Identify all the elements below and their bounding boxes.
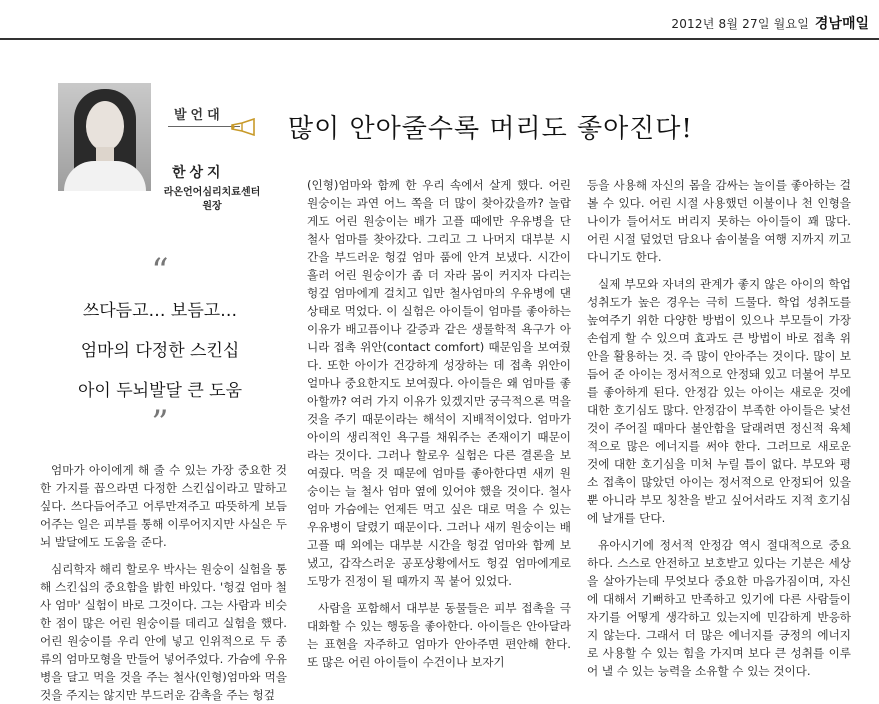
affiliation-title: 원장 xyxy=(202,201,222,212)
author-photo xyxy=(58,83,151,191)
body-column-1 xyxy=(40,461,287,704)
column-tag: 발언대 xyxy=(174,108,224,123)
newspaper-name: 경남매일 xyxy=(814,16,869,32)
pull-quote-line-1: 쓰다듬고… 보듬고… xyxy=(82,301,238,321)
masthead-rule xyxy=(0,38,879,40)
body-paragraph: (인형)엄마와 함께 한 우리 속에서 살게 했다. 어린 원숭이는 과연 어느 쪽을 더 많이 찾아갔을까? 놀랍게도 어린 원숭이는 배가 고플 때에만 우유병을 단 철사 엄마를 찾아갔다. 그리고 그 나머지 대부분 시간을 부드러운 헝겊 엄마 품에 안겨 보냈다. 시간이 흘러 어린 원숭이가 좀 더 자라 몸이 커지자 다리는 헝겊 엄마에게 걸치고 입만 철사엄마의 우유병에 댄 상태로 먹었다. 이 실험은 아이들이 엄마를 좋아하는 이유가 배고픔이나 갈증과 같은 생물학적 욕구가 아니라 접촉 위안(contact comfort) 때문임을 보여줬다. 또한 아이가 건강하게 성장하는 데 접촉 위안이 얼마나 중요한지도 보여줬다. 아이들은 왜 엄마를 좋아할까? 여러 가지 이유가 있겠지만 궁극적으론 먹을 것을 주기 때문이라는 해석이 지배적이었다. 엄마가 아이의 생리적인 욕구를 채워주는 존재이기 때문이라는 것이다. 그러나 할로우 실험은 다른 결론을 보여줬다. 먹을 것 때문에 엄마를 좋아한다면 새끼 원숭이는 늘 철사 엄마 옆에 있어야 했을 것이다. 철사 엄마 가슴에는 언제든 먹고 싶은 대로 먹을 수 있는 우유병이 달렸기 때문이다. 그러나 새끼 원숭이는 배고플 때 외에는 대부분 시간을 헝겊 엄마와 함께 보냈고, 갑작스러운 공포상황에서도 헝겊 엄마에게로 도망가 진정이 될 때까지 꼭 붙어 있었다. xyxy=(307,178,571,588)
body-paragraph: 실제 부모와 자녀의 관계가 좋지 않은 아이의 학업 성취도가 높은 경우는 극히 드물다. 학업 성취도를 높여주기 위한 다양한 방법이 있으나 부모들이 가장 손쉽게 할 수 있으며 효과도 큰 방법이 바로 접촉 위안을 활용하는 것. 즉 많이 안아주는 것이다. 많이 보듬어 준 아이는 정서적으로 안정돼 있고 더불어 부모를 좋아하게 된다. 안정감 있는 아이는 새로운 것에 대한 호기심도 많다. 안정감이 부족한 아이들은 낯선 것이 주어질 때마다 불안함을 달래려면 정신적 육체적으로 많은 에너지를 써야 한다. 그러므로 새로운 것에 대한 호기심을 미처 누릴 틈이 없다. 부모와 평소 접촉이 많았던 아이는 정서적으로 안정되어 있을 뿐 아니라 부모 칭찬을 받고 싶어서라도 지적 호기심에 날개를 단다. xyxy=(587,277,851,525)
body-column-2 xyxy=(307,176,571,671)
body-column-3 xyxy=(587,176,851,680)
issue-date: 2012년 8월 27일 월요일 xyxy=(671,17,809,31)
pull-quote-line-3: 아이 두뇌발달 큰 도움 xyxy=(77,381,242,401)
body-paragraph: 등을 사용해 자신의 몸을 감싸는 놀이를 좋아하는 걸 볼 수 있다. 어린 시절 사용했던 이불이나 천 인형을 나이가 들어서도 버리지 못하는 아이들이 꽤 많다. 어린 시절 덮었던 담요나 솜이불을 여행 지까지 끼고 다니기도 한다. xyxy=(587,178,851,264)
body-paragraph: 사람을 포함해서 대부분 동물들은 피부 접촉을 극대화할 수 있는 행동을 좋아한다. 아이들은 안아달라는 표현을 자주하고 엄마가 안아주면 편안해 한다. 또 많은 어린 아이들이 수건이나 보자기 xyxy=(307,601,571,669)
open-quote-icon: “ xyxy=(151,251,169,291)
headline: 많이 안아줄수록 머리도 좋아진다! xyxy=(288,114,693,144)
affiliation-org: 라온언어심리치료센터 xyxy=(163,187,261,198)
body-paragraph: 엄마가 아이에게 해 줄 수 있는 가장 중요한 것 한 가지를 꼽으라면 다정한 스킨십이라고 말하고 싶다. 쓰다듬어주고 어루만져주고 따뜻하게 보듬어주는 일은 피부를 통해 이루어지지만 사실은 두뇌 발달에도 도움을 준다. xyxy=(40,463,287,549)
masthead xyxy=(0,0,879,38)
author-name: 한상지 xyxy=(172,165,225,181)
pull-quote-line-2: 엄마의 다정한 스킨십 xyxy=(80,341,240,361)
megaphone-icon xyxy=(230,118,258,136)
close-quote-icon: ” xyxy=(151,403,169,443)
body-paragraph: 유아시기에 정서적 안정감 역시 절대적으로 중요하다. 스스로 안전하고 보호받고 있다는 기분은 세상을 살아가는데 무엇보다 중요한 마음가짐이며, 자신에 대해서 기뻐하고 만족하고 있기에 다른 사람들이 자기를 어떻게 생각하고 있는지에 민감하게 반응하지 않는다. 그래서 더 많은 에너지를 긍정의 에너지로 사용할 수 있는 힘을 가지며 보다 큰 성취를 이루어 낼 수 있는 능력을 소유할 수 있는 것이다. xyxy=(587,538,851,678)
author-affiliation xyxy=(150,186,274,214)
body-paragraph: 심리학자 해리 할로우 박사는 원숭이 실험을 통해 스킨십의 중요함을 밝힌 바있다. '헝겊 엄마 철사 엄마' 실험이 바로 그것이다. 그는 사람과 비슷한 점이 많은 어린 원숭이를 데리고 실험을 했다. 어린 원숭이를 우리 안에 넣고 인위적으로 두 종류의 엄마모형을 만들어 넣어주었다. 가슴에 우유병을 달고 먹을 것을 주는 철사(인형)엄마와 먹을 것을 주지는 않지만 부드러운 감촉을 주는 헝겊 xyxy=(40,562,287,702)
